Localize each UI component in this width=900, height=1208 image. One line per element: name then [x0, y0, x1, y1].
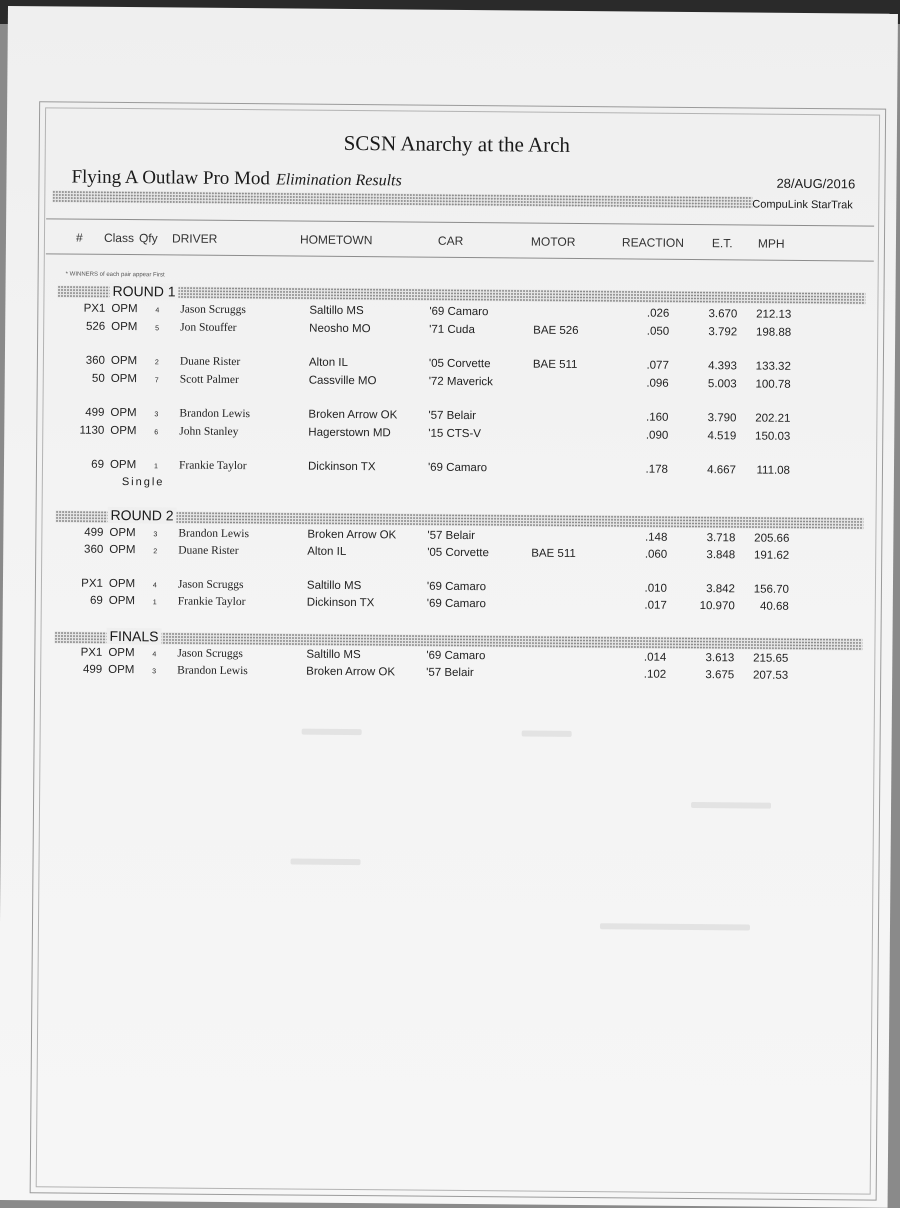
round-label: ROUND 2: [107, 507, 176, 524]
cell-class: OPM: [110, 424, 137, 438]
bleed-through-mark: [691, 802, 771, 809]
cell-mph: 212.13: [756, 308, 792, 321]
cell-mph: 191.62: [753, 549, 790, 562]
cell-qfy: 4: [152, 651, 157, 659]
cell-car: '69 Camaro: [429, 305, 489, 319]
cell-car: '71 Cuda: [429, 323, 475, 337]
cell-driver: Jason Scruggs: [180, 303, 246, 317]
cell-et: 3.718: [706, 532, 736, 545]
cell-mph: 215.65: [753, 652, 789, 665]
cell-hometown: Broken Arrow OK: [306, 665, 396, 679]
cell-qfy: 5: [155, 325, 160, 333]
cell-qfy: 4: [152, 582, 157, 590]
report-date: 28/AUG/2016: [776, 175, 856, 192]
cell-et: 10.970: [699, 600, 735, 613]
cell-et: 5.003: [707, 378, 737, 391]
cell-num: PX1: [81, 577, 104, 590]
cell-qfy: 2: [153, 548, 158, 556]
cell-mph: 100.78: [755, 378, 791, 391]
results-sheet: [0, 6, 898, 1208]
cell-mph: 205.66: [754, 532, 790, 545]
cell-num: 499: [82, 663, 103, 676]
cell-driver: Brandon Lewis: [179, 407, 251, 421]
bleed-through-mark: [302, 729, 362, 736]
cell-et: 3.848: [706, 549, 736, 562]
cell-num: 69: [91, 458, 105, 471]
cell-car: '69 Camaro: [427, 461, 488, 475]
cell-et: 4.393: [708, 360, 737, 373]
cell-et: 4.519: [707, 430, 737, 443]
cell-num: 526: [85, 320, 106, 333]
cell-driver: Jon Stouffer: [180, 321, 237, 335]
cell-reaction: .026: [646, 307, 670, 320]
cell-reaction: .014: [643, 651, 667, 664]
cell-motor: BAE 526: [533, 324, 579, 337]
cell-driver: Scott Palmer: [179, 373, 239, 387]
cell-driver: Brandon Lewis: [177, 664, 248, 678]
cell-driver: Frankie Taylor: [177, 595, 246, 609]
class-name: Flying A Outlaw Pro Mod: [71, 166, 271, 190]
cell-qfy: 4: [155, 307, 160, 315]
col-motor: MOTOR: [530, 234, 576, 249]
report-type: Elimination Results: [275, 171, 402, 190]
cell-qfy: 7: [154, 377, 159, 385]
cell-car: '05 Corvette: [428, 357, 491, 371]
bleed-through-mark: [522, 731, 572, 737]
cell-driver: Jason Scruggs: [177, 647, 243, 661]
cell-reaction: .090: [645, 429, 669, 442]
cell-num: 69: [89, 594, 103, 607]
cell-car: '69 Camaro: [426, 649, 486, 663]
cell-hometown: Neosho MO: [309, 322, 371, 336]
cell-et: 3.792: [708, 326, 738, 339]
cell-et: 3.675: [705, 669, 735, 682]
cell-mph: 198.88: [755, 326, 792, 339]
cell-class: OPM: [109, 543, 136, 557]
cell-hometown: Saltillo MS: [306, 648, 361, 662]
cell-num: 360: [84, 543, 104, 556]
cell-car: '69 Camaro: [426, 580, 487, 594]
cell-hometown: Dickinson TX: [307, 460, 376, 474]
cell-num: 499: [85, 406, 105, 419]
cell-hometown: Hagerstown MD: [308, 426, 391, 440]
col-reaction: REACTION: [621, 235, 685, 250]
cell-reaction: .050: [646, 325, 670, 338]
cell-reaction: .102: [643, 668, 667, 681]
cell-num: PX1: [80, 646, 103, 659]
cell-qfy: 6: [154, 429, 159, 437]
cell-hometown: Alton IL: [307, 545, 347, 558]
cell-car: '57 Belair: [426, 666, 474, 680]
cell-reaction: .148: [644, 531, 668, 544]
cell-hometown: Dickinson TX: [306, 596, 375, 610]
cell-mph: 40.68: [759, 600, 789, 613]
cell-motor: BAE 511: [532, 358, 578, 371]
event-title: SCSN Anarchy at the Arch: [343, 130, 571, 157]
col-class: Class: [103, 230, 135, 246]
cell-et: 3.613: [705, 652, 735, 665]
cell-driver: Duane Rister: [178, 544, 239, 558]
cell-reaction: .010: [644, 582, 667, 595]
cell-mph: 202.21: [755, 412, 791, 425]
cell-class: OPM: [108, 646, 135, 660]
col-mph: MPH: [757, 236, 785, 251]
brand-label: CompuLink StarTrak: [752, 198, 853, 212]
cell-num: 360: [85, 354, 105, 367]
cell-class: OPM: [110, 354, 138, 368]
cell-reaction: .096: [646, 377, 669, 390]
round-label: ROUND 1: [109, 283, 178, 300]
cell-class: OPM: [109, 458, 137, 472]
cell-qfy: 1: [152, 599, 157, 607]
winners-note: * WINNERS of each pair appear First: [65, 271, 165, 279]
cell-reaction: .017: [644, 599, 667, 612]
cell-reaction: .160: [645, 411, 669, 424]
col-num: #: [75, 230, 83, 245]
cell-hometown: Saltillo MS: [309, 304, 364, 318]
cell-class: OPM: [111, 320, 138, 334]
cell-qfy: 3: [152, 668, 157, 676]
col-car: CAR: [437, 233, 464, 248]
cell-car: '72 Maverick: [428, 375, 493, 389]
cell-motor: BAE 511: [531, 547, 576, 560]
cell-car: '15 CTS-V: [428, 427, 482, 441]
cell-driver: Brandon Lewis: [178, 527, 250, 541]
cell-et: 3.670: [708, 308, 738, 321]
cell-mph: 207.53: [752, 669, 789, 682]
col-driver: DRIVER: [171, 231, 218, 246]
cell-driver: Frankie Taylor: [178, 459, 247, 473]
cell-et: 4.667: [707, 464, 737, 477]
cell-reaction: .178: [645, 463, 669, 476]
cell-driver: John Stanley: [179, 425, 239, 439]
cell-car: '57 Belair: [427, 529, 476, 543]
cell-num: PX1: [83, 302, 106, 315]
col-qfy: Qfy: [138, 231, 158, 246]
cell-mph: 133.32: [755, 360, 791, 373]
cell-hometown: Cassville MO: [308, 374, 377, 388]
cell-car: '69 Camaro: [426, 597, 486, 611]
cell-hometown: Alton IL: [308, 356, 348, 369]
cell-num: 1130: [79, 424, 105, 437]
cell-driver: Jason Scruggs: [177, 578, 244, 592]
single-run-label: Single: [121, 476, 165, 489]
cell-num: 499: [84, 526, 104, 539]
cell-car: '05 Corvette: [427, 546, 489, 560]
cell-class: OPM: [110, 406, 137, 420]
cell-qfy: 3: [153, 531, 158, 539]
bleed-through-mark: [291, 858, 361, 865]
col-et: E.T.: [711, 236, 733, 251]
cell-mph: 150.03: [755, 430, 791, 443]
round-label: FINALS: [106, 628, 161, 644]
cell-driver: Duane Rister: [179, 355, 241, 369]
cell-hometown: Saltillo MS: [306, 579, 362, 593]
cell-car: '57 Belair: [428, 409, 477, 423]
cell-class: OPM: [108, 577, 136, 591]
cell-num: 50: [91, 372, 105, 385]
cell-qfy: 2: [154, 359, 159, 367]
cell-class: OPM: [108, 663, 135, 677]
cell-class: OPM: [108, 594, 136, 608]
cell-reaction: .060: [644, 548, 668, 561]
cell-hometown: Broken Arrow OK: [307, 528, 397, 542]
cell-mph: 156.70: [753, 583, 789, 596]
cell-et: 3.790: [707, 412, 737, 425]
cell-class: OPM: [110, 372, 138, 386]
cell-reaction: .077: [646, 359, 669, 372]
cell-class: OPM: [109, 526, 136, 540]
cell-qfy: 3: [154, 411, 159, 419]
class-title: [71, 167, 401, 192]
col-hometown: HOMETOWN: [299, 232, 373, 248]
cell-mph: 111.08: [756, 464, 791, 477]
cell-qfy: 1: [153, 463, 158, 471]
cell-hometown: Broken Arrow OK: [308, 408, 398, 422]
cell-et: 3.842: [706, 583, 735, 596]
cell-class: OPM: [111, 302, 138, 316]
